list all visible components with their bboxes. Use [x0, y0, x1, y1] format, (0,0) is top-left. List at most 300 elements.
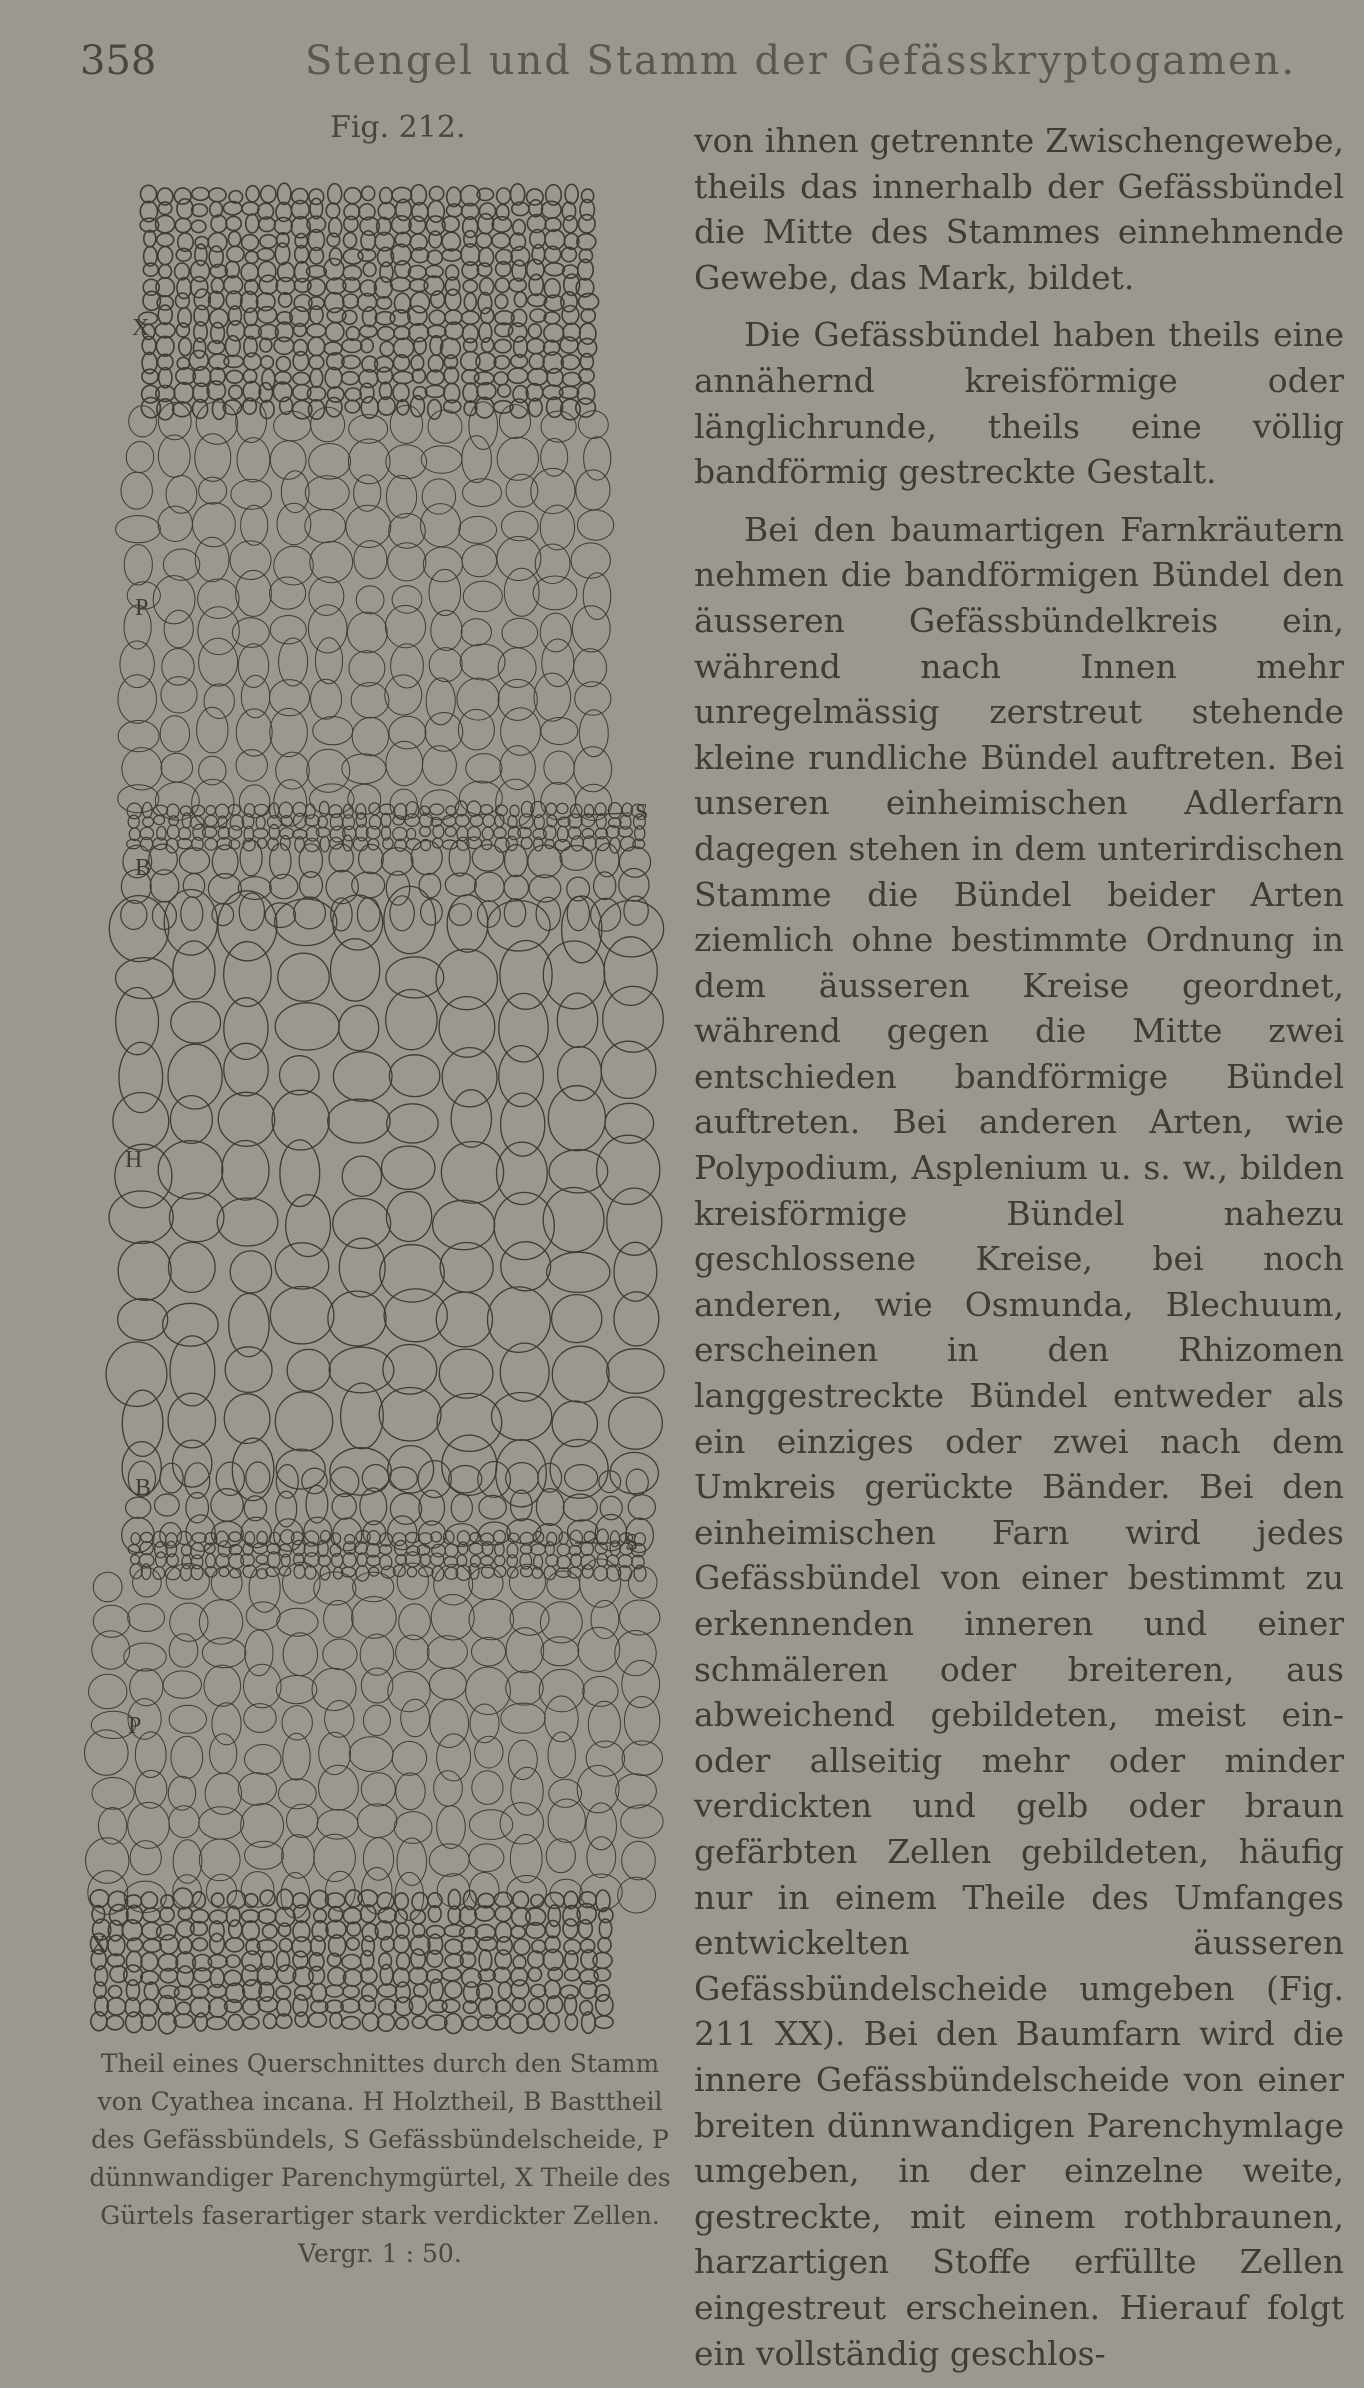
figure-caption	[80, 2045, 680, 2273]
parenchyma-cell	[277, 503, 311, 544]
sheath-cell	[131, 1533, 140, 1545]
thick-walled-cell	[565, 184, 578, 204]
vessel-cell	[333, 895, 383, 950]
vessel-cell	[224, 942, 271, 1007]
vessel-cell	[614, 1292, 659, 1346]
vessel-cell	[386, 957, 444, 998]
thick-walled-cell	[595, 2016, 613, 2028]
thick-walled-cell	[445, 289, 461, 310]
thick-walled-cell	[461, 352, 480, 371]
sheath-cell	[353, 838, 367, 851]
thick-walled-cell	[209, 188, 226, 202]
vessel-cell	[275, 899, 337, 946]
sheath-cell	[280, 836, 290, 851]
vessel-cell	[607, 1349, 664, 1394]
thick-walled-cell	[397, 1953, 410, 1970]
thick-walled-cell	[442, 1968, 462, 1981]
thick-walled-cell	[461, 311, 479, 324]
bast-cell	[449, 840, 470, 876]
parenchyma-cell	[421, 446, 462, 474]
sheath-cell	[519, 814, 533, 829]
thick-walled-cell	[511, 1980, 529, 1999]
sheath-cell	[557, 1544, 570, 1556]
parenchyma-cell	[363, 1705, 390, 1736]
thick-walled-cell	[141, 1953, 158, 1971]
sheath-cell	[131, 1555, 140, 1564]
parenchyma-cell	[429, 569, 461, 615]
thick-walled-cell	[279, 1923, 291, 1936]
vessel-cell	[451, 1090, 491, 1147]
vessel-cell	[339, 1238, 385, 1297]
thick-walled-cell	[158, 247, 173, 265]
thick-walled-cell	[309, 400, 325, 420]
parenchyma-cell	[160, 716, 189, 752]
figure-label: Fig. 212.	[330, 110, 466, 145]
bast-cell	[246, 1462, 270, 1493]
thick-walled-cell	[529, 354, 544, 370]
parenchyma-cell	[429, 648, 462, 682]
sheath-cell	[430, 804, 444, 815]
thick-walled-cell	[107, 1998, 126, 2015]
thick-walled-cell	[562, 306, 579, 325]
parenchyma-cell	[93, 1605, 130, 1637]
vessel-cell	[173, 941, 215, 999]
parenchyma-cell	[397, 1563, 428, 1599]
thick-walled-cell	[295, 1986, 312, 2000]
parenchyma-cell	[128, 1802, 170, 1848]
bast-cell	[276, 1465, 298, 1499]
parenchyma-cell	[386, 741, 423, 785]
thick-walled-cell	[191, 1922, 208, 1936]
thick-walled-cell	[380, 1964, 393, 1985]
sheath-cell	[420, 826, 431, 836]
sheath-cell	[582, 1565, 593, 1578]
parenchyma-cell	[356, 586, 384, 614]
sheath-cell	[229, 840, 240, 849]
vessel-cell	[384, 1289, 447, 1342]
parenchyma-cell	[463, 581, 502, 612]
sheath-cell	[594, 1566, 608, 1581]
parenchyma-cell	[305, 476, 349, 510]
thick-walled-cell	[191, 220, 206, 232]
thick-walled-cell	[576, 398, 596, 417]
sheath-cell	[129, 828, 140, 841]
parenchyma-cell	[549, 1779, 582, 1807]
parenchyma-cell	[195, 434, 231, 482]
thick-walled-cell	[395, 1893, 409, 1909]
vessel-cell	[436, 949, 497, 1010]
vessel-cell	[501, 1242, 551, 1291]
thick-walled-cell	[259, 275, 277, 294]
bast-cell	[472, 845, 504, 871]
parenchyma-cell	[93, 1572, 122, 1602]
thick-walled-cell	[261, 356, 274, 369]
thick-walled-cell	[277, 1889, 293, 1909]
parenchyma-cell	[472, 1771, 503, 1805]
parenchyma-cell	[501, 1703, 545, 1733]
parenchyma-cell	[158, 435, 190, 477]
vessel-cell	[387, 1104, 438, 1143]
thick-walled-cell	[158, 202, 171, 214]
bast-cell	[300, 872, 323, 899]
thick-walled-cell	[177, 278, 191, 299]
vessel-cell	[109, 1191, 173, 1243]
vessel-cell	[106, 1342, 167, 1407]
thick-walled-cell	[243, 1999, 260, 2015]
parenchyma-cell	[313, 717, 353, 745]
paragraph-3: Bei den baumartigen Farnkräutern nehmen die bandförmigen Bündel den äusseren Gefässbündelkreis ein, während nach Innen mehr unregelmässig zerstreut stehende kleine rundliche Bündel auftreten. Bei unseren einheimischen Adlerfarn dagegen stehen in dem unterirdischen Stamme die Bündel beider Arten ziemlich ohne bestimmte Ordnung in dem äusseren Kreise geordnet, während gegen die Mitte zwei entschieden bandförmige Bündel auftreten. Bei anderen Arten, wie Polypodium, Asplenium u. s. w., bilden kreisförmige Bündel nahezu geschlossene Kreise, bei noch anderen, wie Osmunda, Blechuum, erscheinen in den Rhizomen langgestreckte Bündel entweder als ein einziges oder zwei nach dem Umkreis gerückte Bänder. Bei den einheimischen Farn wird jedes Gefässbündel von einer bestimmt zu erkennenden inneren und einer schmäleren oder breiteren, aus abweichend gebildeten, meist ein- oder allseitig mehr oder minder verdickten und gelb oder braun gefärbten Zellen gebildeten, häufig nur in einem Theile des Umfanges entwickelten äusseren Gefässbündelscheide umgeben (Fig. 211 XX). Bei den Baumfarn wird die innere Gefässbündelscheide von einer breiten dünnwandigen Parenchymlage umgeben, in der einzelne weite, gestreckte, mit einem rothbraunen, harzartigen Stoffe erfüllte Zellen eingestreut erscheinen. Hierauf folgt ein vollständig geschlos-	[694, 509, 1344, 2373]
thick-walled-cell	[442, 1999, 459, 2012]
thick-walled-cell	[260, 400, 274, 418]
parenchyma-cell	[583, 573, 611, 620]
vessel-cell	[218, 891, 277, 961]
parenchyma-cell	[173, 1875, 202, 1908]
thick-walled-cell	[492, 217, 511, 232]
thick-walled-cell	[191, 1985, 208, 1999]
thick-walled-cell	[528, 369, 548, 386]
thick-walled-cell	[409, 1967, 427, 1984]
thick-walled-cell	[228, 231, 240, 246]
parenchyma-cell	[155, 782, 199, 820]
thick-walled-cell	[528, 324, 541, 338]
vessel-cell	[501, 1093, 545, 1156]
parenchyma-cell	[399, 1604, 431, 1640]
parenchyma-cell	[352, 717, 388, 755]
parenchyma-cell	[348, 439, 390, 484]
sheath-cell	[356, 1566, 369, 1581]
parenchyma-cell	[397, 1838, 427, 1885]
parenchyma-cell	[506, 474, 538, 507]
thick-walled-cell	[280, 1938, 292, 1952]
thick-walled-cell	[494, 372, 508, 385]
thick-walled-cell	[362, 186, 375, 200]
parenchyma-cell	[311, 679, 342, 719]
bast-cell	[475, 872, 505, 901]
parenchyma-cell	[509, 1740, 538, 1779]
parenchyma-cell	[461, 619, 491, 646]
parenchyma-cell	[542, 639, 574, 687]
thick-walled-cell	[412, 2016, 426, 2028]
sheath-cell	[482, 827, 493, 840]
thick-walled-cell	[596, 1995, 613, 2016]
thick-walled-cell	[158, 305, 172, 324]
thick-walled-cell	[143, 1939, 161, 1952]
thick-walled-cell	[560, 337, 578, 353]
thick-walled-cell	[177, 199, 193, 219]
sheath-cell	[531, 1544, 546, 1555]
thick-walled-cell	[463, 324, 479, 342]
vessel-cell	[222, 1141, 269, 1201]
parenchyma-cell	[548, 1799, 585, 1842]
thick-walled-cell	[408, 306, 427, 325]
sheath-cell	[330, 814, 342, 830]
vessel-cell	[116, 958, 174, 999]
parenchyma-cell	[459, 516, 497, 543]
parenchyma-cell	[501, 708, 541, 756]
thick-walled-cell	[580, 354, 593, 370]
thick-walled-cell	[207, 2017, 227, 2030]
sheath-cell	[521, 1566, 533, 1577]
vessel-cell	[224, 1394, 270, 1444]
parenchyma-cell	[238, 1773, 276, 1805]
thick-walled-cell	[141, 1892, 157, 1908]
main-text-column	[694, 118, 1344, 2388]
sheath-cell	[320, 836, 329, 852]
parenchyma-cell	[133, 1568, 162, 1597]
parenchyma-cell	[386, 475, 416, 518]
parenchyma-cell	[437, 1806, 466, 1849]
thick-walled-cell	[309, 1966, 325, 1984]
sheath-cell	[219, 1567, 229, 1577]
thick-walled-cell	[293, 1951, 308, 1968]
thick-walled-cell	[462, 1968, 481, 1987]
parenchyma-cell	[236, 570, 272, 616]
parenchyma-cell	[466, 754, 502, 783]
thick-walled-cell	[324, 259, 344, 280]
thick-walled-cell	[307, 324, 326, 337]
sheath-cell	[380, 1555, 392, 1570]
thick-walled-cell	[226, 370, 242, 383]
bast-cell	[238, 877, 271, 900]
thick-walled-cell	[161, 1895, 174, 1908]
bast-cell	[121, 900, 147, 929]
thick-walled-cell	[414, 1984, 428, 1997]
parenchyma-cell	[163, 549, 199, 580]
thick-walled-cell	[276, 357, 290, 372]
sheath-cell	[139, 1554, 154, 1567]
parenchyma-cell	[628, 1567, 657, 1598]
parenchyma-cell	[624, 1697, 659, 1746]
thick-walled-cell	[527, 2014, 544, 2029]
sheath-cell	[635, 826, 645, 841]
parenchyma-cell	[475, 1736, 503, 1768]
thick-walled-cell	[511, 1926, 525, 1938]
parenchyma-cell	[245, 1745, 282, 1775]
sheath-cell	[192, 1533, 206, 1543]
parenchyma-cell	[349, 651, 385, 687]
thick-walled-cell	[529, 1999, 544, 2014]
sheath-cell	[545, 1542, 554, 1556]
parenchyma-cell	[428, 410, 462, 443]
cell-tissue-drawing	[85, 183, 665, 2034]
thick-walled-cell	[274, 218, 292, 235]
vessel-cell	[383, 1345, 437, 1395]
thick-walled-cell	[444, 367, 458, 384]
caption-text: Theil eines Querschnittes durch den Stamm von Cyathea incana. H Holztheil, B Basttheil des Gefässbündels, S Gefässbündelscheide, P dünnwandiger Parenchymgürtel, X Theile des Gürtels faserartiger stark verdickter Zellen. Vergr. 1 : 50.	[89, 2049, 671, 2268]
sheath-cell	[294, 1564, 305, 1578]
marker-x-top: X	[132, 315, 150, 341]
parenchyma-cell	[434, 1771, 463, 1807]
bast-cell	[504, 875, 528, 899]
vessel-cell	[499, 1046, 544, 1107]
thick-walled-cell	[159, 265, 172, 279]
sheath-cell	[331, 1533, 340, 1544]
sheath-cell	[140, 1542, 153, 1555]
thick-walled-cell	[211, 215, 227, 232]
thick-walled-cell	[278, 183, 291, 204]
parenchyma-cell	[118, 721, 159, 752]
thick-walled-cell	[408, 266, 426, 280]
parenchyma-cell	[193, 503, 236, 547]
parenchyma-cell	[539, 1669, 584, 1712]
parenchyma-cell	[279, 638, 308, 686]
thick-walled-cell	[391, 277, 411, 291]
parenchyma-cell	[236, 400, 267, 442]
parenchyma-cell	[578, 510, 614, 540]
thick-walled-cell	[325, 367, 342, 388]
thick-walled-cell	[108, 1986, 121, 1998]
vessel-cell	[342, 1156, 381, 1196]
thick-walled-cell	[277, 1951, 290, 1971]
bast-cell	[449, 904, 471, 926]
vessel-cell	[270, 1287, 334, 1344]
sheath-cell	[128, 815, 139, 828]
sheath-cell	[421, 1554, 431, 1566]
thick-walled-cell	[547, 369, 563, 387]
sheath-cell	[206, 1554, 215, 1568]
parenchyma-cell	[230, 541, 271, 580]
thick-walled-cell	[463, 2016, 478, 2030]
bast-cell	[357, 898, 380, 932]
thick-walled-cell	[241, 263, 258, 281]
parenchyma-cell	[118, 675, 157, 724]
thick-walled-cell	[377, 367, 392, 383]
thick-walled-cell	[141, 185, 157, 202]
thick-walled-cell	[264, 2014, 277, 2029]
bast-cell	[211, 1489, 243, 1522]
parenchyma-cell	[499, 405, 530, 439]
paragraph-1: von ihnen getrennte Zwischengewebe, theils das innerhalb der Gefässbündel die Mitte des Stammes einnehmende Gewebe, das Mark, bildet.	[694, 121, 1344, 297]
thick-walled-cell	[276, 1986, 290, 1999]
sheath-cell	[481, 1556, 494, 1565]
thick-walled-cell	[310, 368, 322, 387]
parenchyma-cell	[577, 1765, 619, 1812]
bast-cell	[528, 845, 562, 878]
thick-walled-cell	[210, 1933, 225, 1954]
thick-walled-cell	[427, 1950, 443, 1967]
vessel-cell	[386, 990, 437, 1050]
parenchyma-cell	[195, 537, 229, 582]
sheath-cell	[291, 1532, 303, 1545]
parenchyma-cell	[388, 1672, 430, 1712]
bast-cell	[186, 1493, 209, 1523]
vessel-cell	[379, 1388, 441, 1441]
parenchyma-cell	[392, 1741, 426, 1775]
sheath-cell	[393, 827, 407, 840]
thick-walled-cell	[362, 2013, 378, 2031]
thick-walled-cell	[274, 337, 294, 354]
thick-walled-cell	[514, 292, 526, 307]
sheath-cell	[369, 803, 380, 815]
parenchyma-cell	[319, 1765, 359, 1810]
sheath-cell	[544, 825, 556, 840]
thick-walled-cell	[427, 250, 442, 264]
thick-walled-cell	[246, 214, 259, 233]
vessel-cell	[272, 1090, 329, 1150]
thick-walled-cell	[345, 388, 361, 401]
vessel-cell	[607, 1188, 662, 1255]
sheath-cell	[177, 1532, 191, 1545]
sheath-cell	[471, 1555, 481, 1567]
parenchyma-cell	[212, 1703, 241, 1745]
thick-walled-cell	[293, 352, 308, 371]
vessel-cell	[113, 1093, 169, 1151]
vessel-cell	[488, 1287, 551, 1352]
thick-walled-cell	[294, 324, 307, 337]
thick-walled-cell	[343, 294, 359, 308]
thick-walled-cell	[380, 262, 393, 282]
parenchyma-cell	[391, 644, 424, 688]
thick-walled-cell	[342, 2017, 360, 2030]
parenchyma-cell	[245, 1630, 273, 1676]
parenchyma-cell	[386, 445, 427, 479]
vessel-cell	[287, 1349, 330, 1391]
sheath-cell	[455, 801, 467, 816]
thick-walled-cell	[242, 235, 259, 251]
parenchyma-cell	[282, 1706, 312, 1740]
parenchyma-cell	[274, 411, 311, 441]
parenchyma-cell	[241, 505, 268, 545]
thick-walled-cell	[344, 233, 357, 248]
parenchyma-cell	[163, 1671, 201, 1698]
marker-b-bottom: B	[135, 1475, 152, 1501]
thick-walled-cell	[429, 231, 442, 248]
sheath-cell	[381, 813, 391, 827]
sheath-cell	[369, 1567, 379, 1576]
bast-cell	[329, 844, 353, 872]
thick-walled-cell	[476, 233, 491, 248]
parenchyma-cell	[469, 1599, 514, 1639]
parenchyma-cell	[548, 1732, 575, 1778]
parenchyma-cell	[469, 1567, 503, 1599]
sheath-cell	[610, 1531, 619, 1547]
sheath-cell	[181, 1565, 192, 1581]
thick-walled-cell	[260, 235, 277, 248]
parenchyma-cell	[385, 675, 422, 715]
thick-walled-cell	[192, 204, 208, 216]
bast-cell	[418, 1461, 451, 1498]
thick-walled-cell	[295, 2012, 308, 2027]
thick-walled-cell	[309, 297, 324, 310]
bast-cell	[479, 1495, 506, 1519]
parenchyma-cell	[312, 1668, 356, 1710]
thick-walled-cell	[380, 188, 392, 204]
parenchyma-cell	[358, 1804, 397, 1838]
parenchyma-cell	[458, 709, 494, 750]
thick-walled-cell	[312, 1984, 327, 2002]
thick-walled-cell	[191, 1909, 208, 1922]
thick-walled-cell	[411, 355, 424, 370]
vessel-cell	[333, 1199, 391, 1249]
sheath-cell	[443, 816, 456, 827]
thick-walled-cell	[242, 1921, 259, 1941]
thick-walled-cell	[245, 1894, 258, 1908]
thick-walled-cell	[579, 369, 594, 383]
parenchyma-cell	[168, 1776, 195, 1810]
parenchyma-cell	[241, 1804, 284, 1848]
bast-cell	[478, 901, 501, 928]
parenchyma-cell	[122, 748, 162, 790]
thick-walled-cell	[330, 2012, 342, 2028]
bast-cell	[240, 840, 262, 876]
sheath-cell	[167, 825, 179, 839]
thick-walled-cell	[497, 2016, 510, 2030]
parenchyma-cell	[497, 437, 538, 480]
parenchyma-cell	[199, 638, 238, 686]
vessel-cell	[328, 1291, 386, 1346]
thick-walled-cell	[361, 339, 373, 353]
parenchyma-cell	[309, 444, 351, 480]
